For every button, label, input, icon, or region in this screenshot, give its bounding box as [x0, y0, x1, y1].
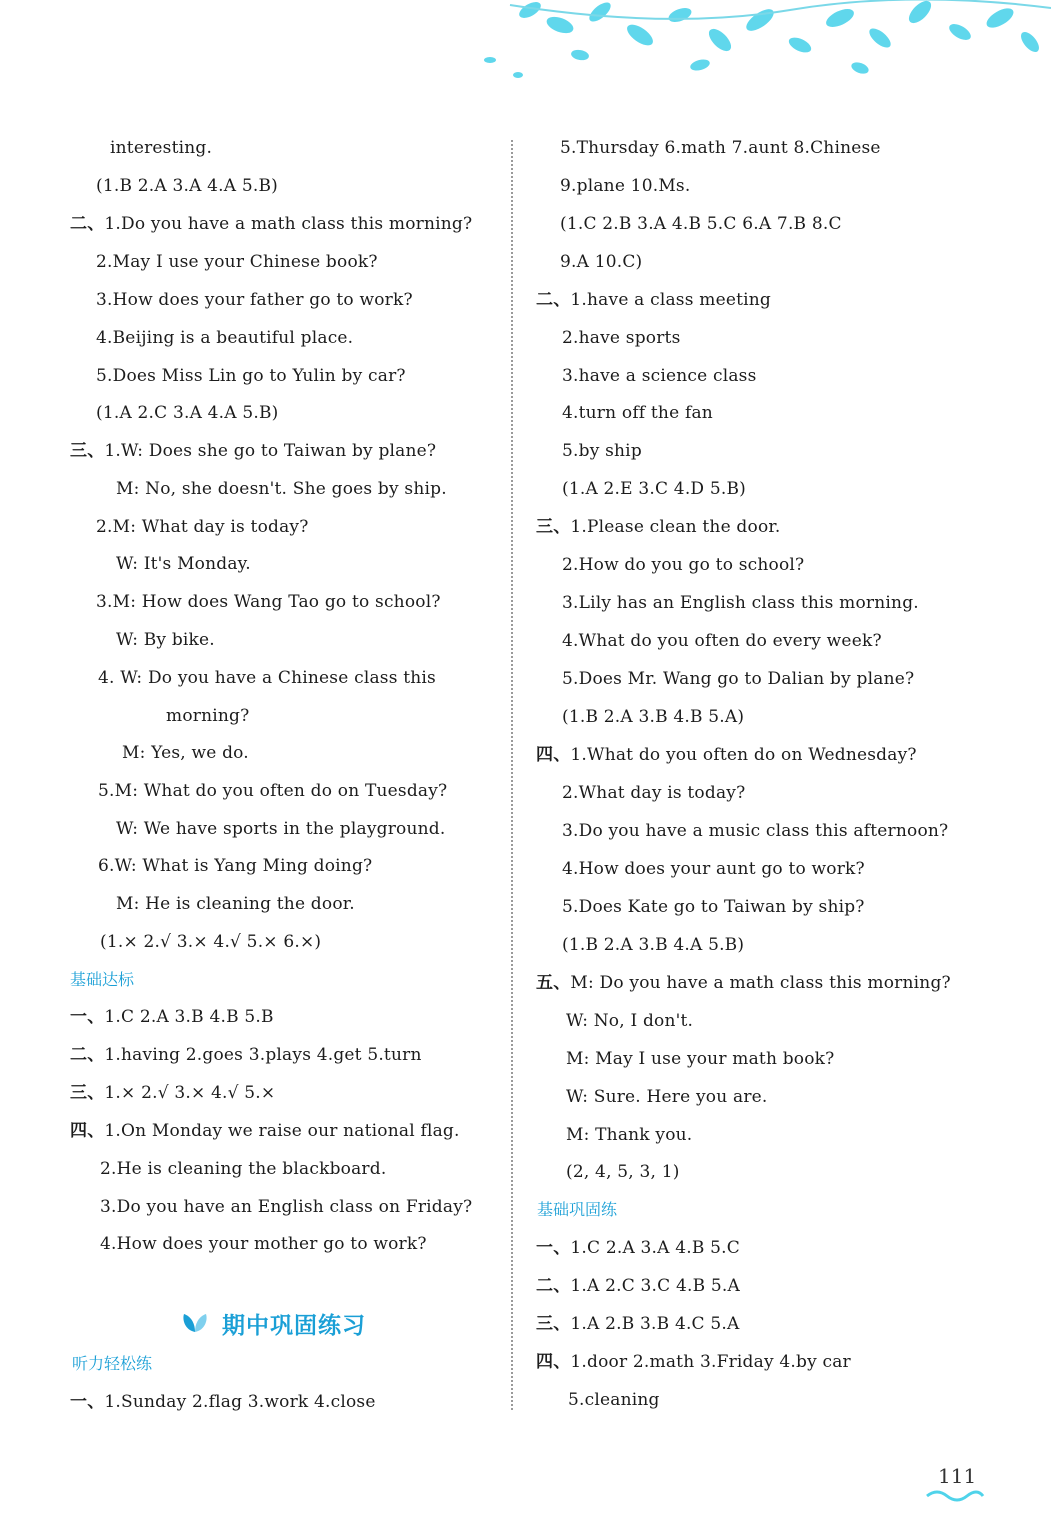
answer-line: [116, 892, 355, 916]
answer-line: [100, 1157, 386, 1181]
answer-text: (1.C 2.B 3.A 4.B 5.C 6.A 7.B 8.C: [560, 214, 842, 234]
answer-line: [116, 552, 251, 576]
answer-text: 9.plane 10.Ms.: [560, 176, 691, 196]
answer-text: W: It's Monday.: [116, 554, 251, 574]
section-prefix: 三、: [536, 517, 571, 537]
answer-text: morning?: [166, 706, 250, 726]
answer-line: [562, 819, 948, 843]
section-prefix: 一、: [536, 1238, 571, 1258]
section-prefix: 二、: [70, 1045, 105, 1065]
answer-text: 5.Thursday 6.math 7.aunt 8.Chinese: [560, 138, 881, 158]
answer-line: [562, 401, 713, 425]
answer-line: [96, 174, 278, 198]
answer-text: 1.Sunday 2.flag 3.work 4.close: [104, 1392, 376, 1412]
section-heading: 基础巩固练: [537, 1200, 618, 1219]
answer-line: [562, 364, 757, 388]
answer-line: [562, 553, 804, 577]
answer-line: [562, 326, 681, 350]
answer-line: [122, 741, 249, 765]
answer-line: [562, 781, 745, 805]
answer-text: 4. W: Do you have a Chinese class this: [98, 668, 436, 688]
answer-line: [536, 971, 951, 995]
section-prefix: 二、: [70, 214, 105, 234]
answer-text: 2.May I use your Chinese book?: [96, 252, 378, 272]
section-heading: 基础达标: [70, 970, 135, 989]
answer-text: 3.Lily has an English class this morning.: [562, 593, 919, 613]
answer-text: 1.On Monday we raise our national flag.: [104, 1121, 460, 1141]
section-prefix: 四、: [536, 745, 571, 765]
answer-line: [70, 439, 436, 463]
answer-line: [96, 590, 441, 614]
answer-text: M: He is cleaning the door.: [116, 894, 355, 914]
page-number: 111: [938, 1464, 977, 1488]
answer-line: [96, 288, 413, 312]
answer-line: [166, 704, 249, 728]
answer-text: 1.C 2.A 3.B 4.B 5.B: [104, 1007, 274, 1027]
answer-line: [562, 857, 865, 881]
section-prefix: 四、: [536, 1352, 571, 1372]
answer-text: 2.How do you go to school?: [562, 555, 805, 575]
answer-line: [70, 212, 472, 236]
section-heading: 听力轻松练: [72, 1354, 153, 1373]
answer-text: 6.W: What is Yang Ming doing?: [98, 856, 373, 876]
answer-line: [96, 364, 406, 388]
answer-text: 1.What do you often do on Wednesday?: [570, 745, 917, 765]
section-prefix: 二、: [536, 1276, 571, 1296]
answer-line: [566, 1047, 834, 1071]
answer-line: [116, 817, 445, 841]
answer-text: (1.B 2.A 3.A 4.A 5.B): [96, 176, 278, 196]
answer-text: 4.Beijing is a beautiful place.: [96, 328, 354, 348]
answer-text: 4.turn off the fan: [562, 403, 713, 423]
answer-line: [562, 439, 642, 463]
answer-line: [70, 1081, 275, 1105]
answer-text: (1.A 2.C 3.A 4.A 5.B): [96, 403, 279, 423]
answer-text: 4.What do you often do every week?: [562, 631, 882, 651]
answer-line: [100, 1195, 472, 1219]
answer-line: [536, 743, 917, 767]
answer-text: 5.by ship: [562, 441, 642, 461]
answer-line: [562, 895, 865, 919]
answer-text: 1.Do you have a math class this morning?: [104, 214, 473, 234]
answer-line: [536, 1274, 740, 1298]
leaf-decoration: [470, 0, 1051, 90]
answer-line: [98, 779, 447, 803]
answer-text: (1.A 2.E 3.C 4.D 5.B): [562, 479, 746, 499]
answer-line: [568, 1388, 660, 1412]
answer-line: [96, 515, 309, 539]
section-prefix: 二、: [536, 290, 571, 310]
answer-text: M: Thank you.: [566, 1125, 693, 1145]
answer-line: [566, 1123, 692, 1147]
section-prefix: 三、: [536, 1314, 571, 1334]
answer-text: 3.have a science class: [562, 366, 757, 386]
answer-line: [98, 854, 372, 878]
answer-line: [536, 515, 780, 539]
answer-line: [560, 136, 881, 160]
answer-text: 3.M: How does Wang Tao go to school?: [96, 592, 441, 612]
answer-text: 1.W: Does she go to Taiwan by plane?: [104, 441, 437, 461]
answer-line: [96, 401, 279, 425]
answer-line: [536, 1236, 740, 1260]
answer-text: 1.C 2.A 3.A 4.B 5.C: [570, 1238, 740, 1258]
answer-line: [562, 933, 744, 957]
section-prefix: 三、: [70, 1083, 105, 1103]
answer-text: W: Sure. Here you are.: [566, 1087, 768, 1107]
answer-text: 9.A 10.C): [560, 252, 643, 272]
answer-text: M: Yes, we do.: [122, 743, 249, 763]
answer-line: [98, 666, 436, 690]
section-title-text: 期中巩固练习: [222, 1312, 366, 1339]
answer-line: [100, 930, 321, 954]
answer-line: [560, 212, 842, 236]
answer-text: 2.What day is today?: [562, 783, 746, 803]
answer-line: [70, 1005, 274, 1029]
answer-text: 1.door 2.math 3.Friday 4.by car: [570, 1352, 851, 1372]
answer-text: (1.× 2.√ 3.× 4.√ 5.× 6.×): [100, 932, 322, 952]
answer-line: [70, 1390, 376, 1414]
answer-text: 1.× 2.√ 3.× 4.√ 5.×: [104, 1083, 276, 1103]
section-prefix: 五、: [536, 973, 571, 993]
answer-text: 3.Do you have an English class on Friday?: [100, 1197, 473, 1217]
answer-text: M: No, she doesn't. She goes by ship.: [116, 479, 447, 499]
answer-text: 3.Do you have a music class this afternoon?: [562, 821, 949, 841]
section-prefix: 四、: [70, 1121, 105, 1141]
answer-line: [560, 174, 690, 198]
answer-line: [96, 326, 353, 350]
answer-line: [536, 1312, 739, 1336]
section-prefix: 三、: [70, 441, 105, 461]
answer-text: W: No, I don't.: [566, 1011, 694, 1031]
answer-text: (1.B 2.A 3.B 4.B 5.A): [562, 707, 745, 727]
section-prefix: 一、: [70, 1392, 105, 1412]
answer-line: [566, 1009, 693, 1033]
answer-text: (1.B 2.A 3.B 4.A 5.B): [562, 935, 745, 955]
answer-text: W: We have sports in the playground.: [116, 819, 446, 839]
answer-text: 4.How does your aunt go to work?: [562, 859, 865, 879]
answer-text: M: May I use your math book?: [566, 1049, 835, 1069]
answer-line: [562, 629, 882, 653]
leaf-icon: [180, 1312, 210, 1334]
answer-text: 1.A 2.C 3.C 4.B 5.A: [570, 1276, 740, 1296]
answer-text: (2, 4, 5, 3, 1): [566, 1162, 680, 1182]
answer-line: [110, 136, 212, 160]
answer-line: [96, 250, 378, 274]
section-prefix: 一、: [70, 1007, 105, 1027]
answer-line: [562, 667, 914, 691]
answer-text: interesting.: [110, 138, 213, 158]
answer-text: 5.Does Kate go to Taiwan by ship?: [562, 897, 865, 917]
section-title: [180, 1305, 366, 1341]
wave-icon: [925, 1488, 985, 1502]
answer-line: [70, 1119, 460, 1143]
answer-line: [70, 1043, 422, 1067]
answer-text: 1.having 2.goes 3.plays 4.get 5.turn: [104, 1045, 422, 1065]
answer-text: M: Do you have a math class this morning?: [570, 973, 951, 993]
answer-text: 2.have sports: [562, 328, 681, 348]
answer-text: W: By bike.: [116, 630, 215, 650]
answer-line: [562, 705, 744, 729]
answer-text: 2.M: What day is today?: [96, 517, 309, 537]
answer-line: [116, 628, 215, 652]
answer-line: [562, 477, 746, 501]
answer-line: [566, 1160, 680, 1184]
answer-text: 5.Does Mr. Wang go to Dalian by plane?: [562, 669, 915, 689]
answer-text: 4.How does your mother go to work?: [100, 1234, 427, 1254]
answer-text: 2.He is cleaning the blackboard.: [100, 1159, 387, 1179]
answer-text: 1.have a class meeting: [570, 290, 772, 310]
answer-line: [536, 1350, 851, 1374]
column-divider: [511, 140, 513, 1410]
answer-text: 5.Does Miss Lin go to Yulin by car?: [96, 366, 406, 386]
answer-text: 1.Please clean the door.: [570, 517, 781, 537]
answer-line: [566, 1085, 768, 1109]
answer-line: [560, 250, 642, 274]
answer-line: [116, 477, 447, 501]
answer-line: [562, 591, 919, 615]
answer-line: [536, 288, 771, 312]
answer-text: 5.cleaning: [568, 1390, 660, 1410]
answer-text: 5.M: What do you often do on Tuesday?: [98, 781, 448, 801]
answer-text: 3.How does your father go to work?: [96, 290, 413, 310]
answer-line: [100, 1232, 427, 1256]
answer-text: 1.A 2.B 3.B 4.C 5.A: [570, 1314, 740, 1334]
